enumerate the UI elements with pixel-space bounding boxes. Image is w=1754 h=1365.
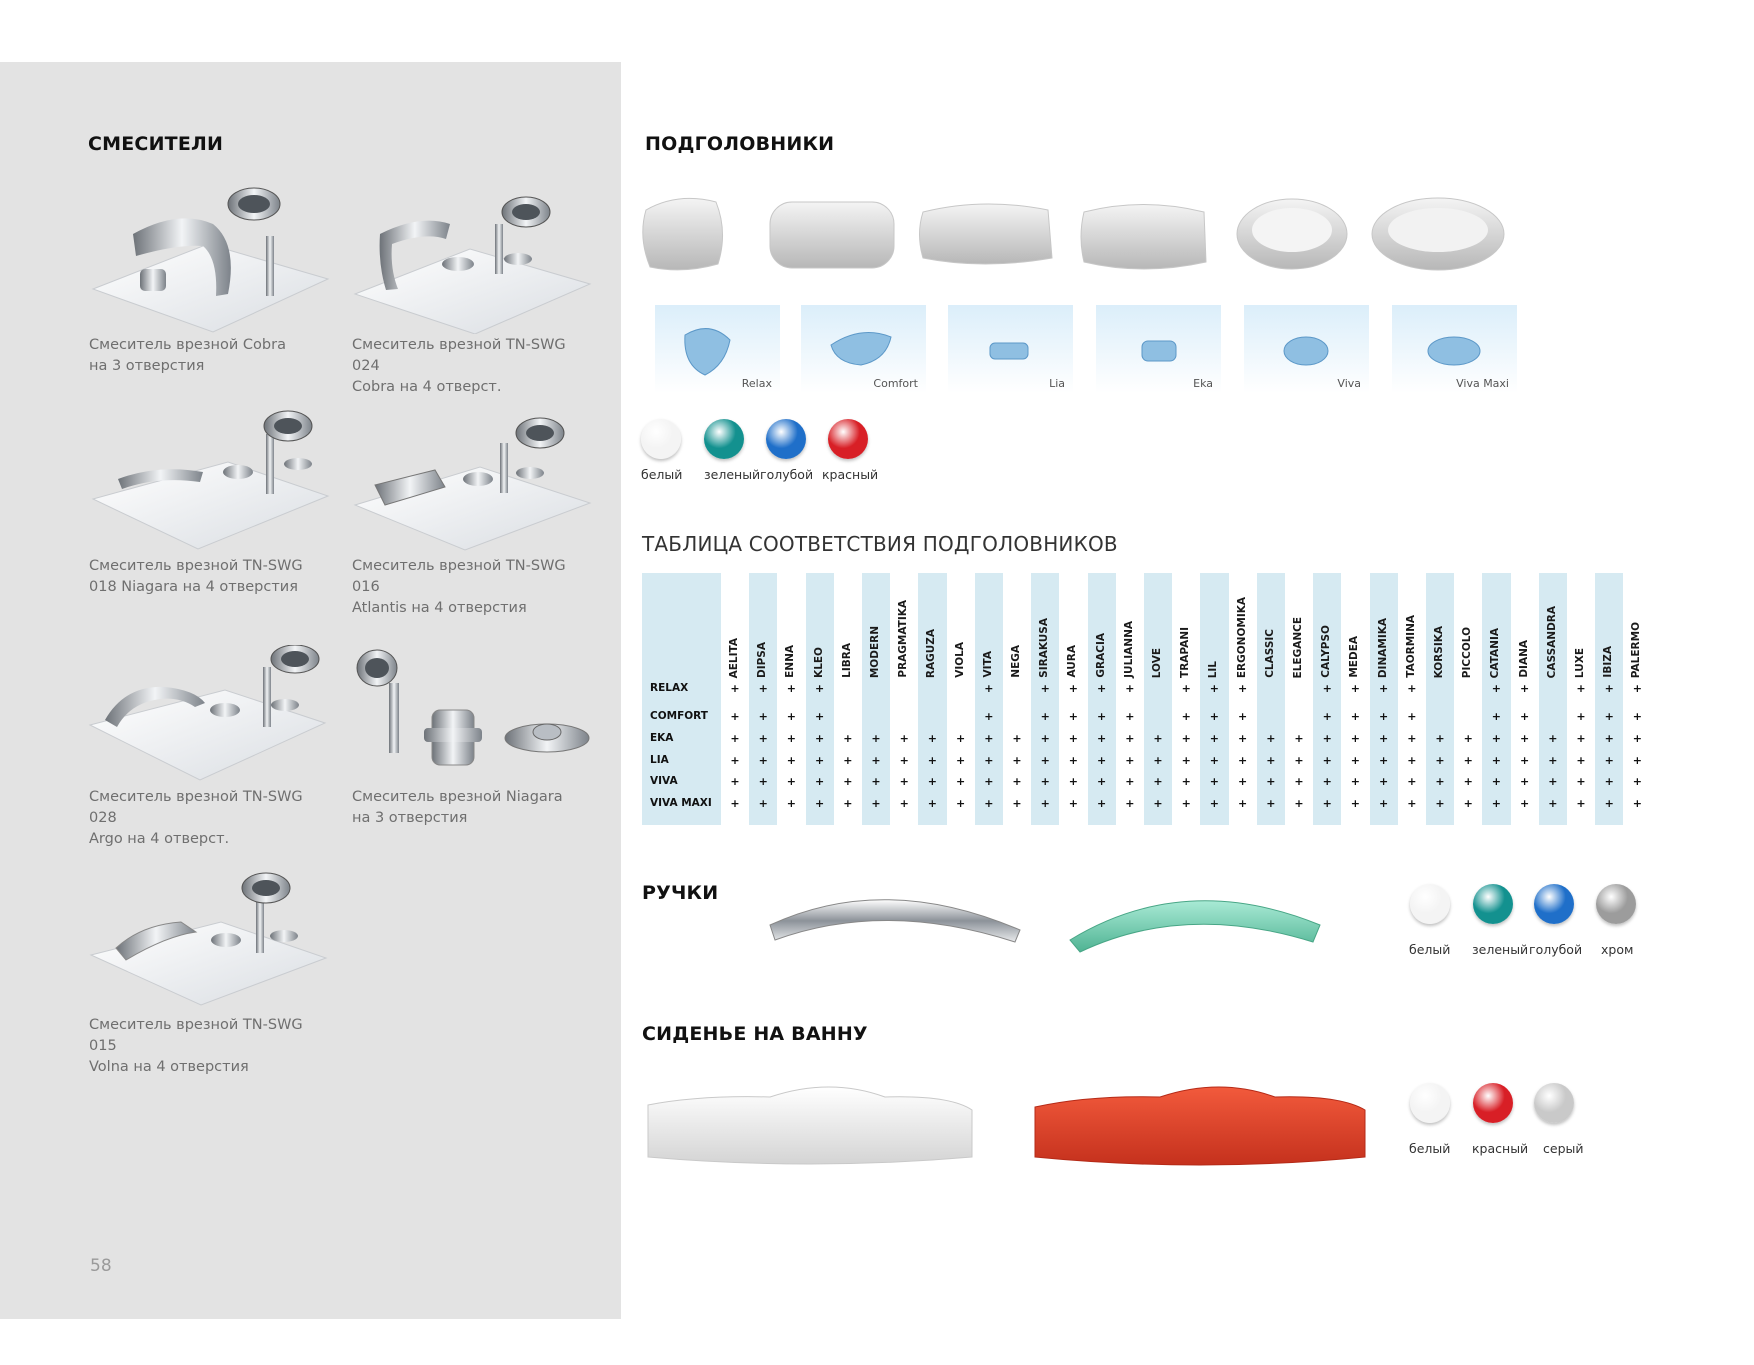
compat-mark: + (1209, 797, 1219, 810)
compat-mark: + (1153, 732, 1163, 745)
mixer-caption: Смеситель врезной TN-SWG 028 Argo на 4 отверст. (89, 789, 303, 847)
compat-mark: + (814, 797, 825, 810)
mixer-image (350, 194, 595, 334)
column-header: DINAMIKA (1376, 617, 1389, 678)
compat-mark: + (871, 797, 881, 810)
compat-mark: + (1294, 732, 1304, 745)
compat-mark: + (1350, 797, 1360, 810)
compat-mark: + (1407, 754, 1417, 767)
compat-mark: + (899, 797, 909, 810)
compat-mark: + (1604, 775, 1614, 788)
compat-mark: + (984, 797, 994, 810)
compat-mark: + (1350, 754, 1360, 767)
mixer-caption: Смеситель врезной Niagara на 3 отверстия (352, 789, 563, 826)
column-header: AELITA (728, 637, 740, 678)
compat-mark: + (814, 682, 825, 695)
compat-mark: + (1435, 732, 1445, 745)
column-header: PRAGMATIKA (897, 600, 910, 678)
compat-mark: + (730, 682, 740, 695)
compat-mark: + (955, 754, 966, 767)
color-swatch (704, 419, 744, 459)
column-header: JULIANNA (1122, 621, 1135, 678)
compat-mark: + (1294, 754, 1304, 767)
compat-mark: + (927, 797, 937, 810)
column-header: NEGA (1010, 645, 1022, 678)
headrest-photo: Eka (1096, 305, 1221, 393)
headrests-title: ПОДГОЛОВНИКИ (645, 133, 835, 155)
color-swatch (1534, 1083, 1574, 1123)
compat-mark: + (1237, 710, 1248, 723)
compat-mark: + (1632, 710, 1642, 723)
compat-mark: + (1463, 732, 1473, 745)
compat-mark: + (1378, 732, 1389, 745)
compat-mark: + (1012, 775, 1022, 788)
seat-title: СИДЕНЬЕ НА ВАННУ (642, 1023, 868, 1045)
column-header: CATANIA (1489, 627, 1502, 678)
compat-mark: + (814, 710, 825, 723)
compat-mark: + (1378, 797, 1389, 810)
compat-mark: + (1125, 754, 1135, 767)
color-swatch (1410, 884, 1450, 924)
compat-mark: + (1632, 754, 1642, 767)
compat-mark: + (1181, 710, 1191, 723)
compat-mark: + (1407, 797, 1417, 810)
compat-mark: + (1209, 682, 1219, 695)
color-swatch (766, 419, 806, 459)
compat-mark: + (814, 732, 825, 745)
compat-mark: + (1519, 682, 1530, 695)
compat-mark: + (1266, 732, 1276, 745)
compat-mark: + (1435, 754, 1445, 767)
correspondence-table (642, 573, 1643, 825)
compat-mark: + (1153, 775, 1163, 788)
page-number: 58 (90, 1256, 112, 1276)
column-header: CALYPSO (1320, 625, 1333, 678)
color-swatch (828, 419, 868, 459)
compat-mark: + (1322, 775, 1332, 788)
column-header: ENNA (784, 645, 797, 678)
color-label: белый (641, 467, 683, 482)
compat-mark: + (1153, 797, 1163, 810)
compat-mark: + (730, 732, 740, 745)
compat-mark: + (1012, 754, 1022, 767)
row-label: VIVA (650, 775, 678, 787)
mixer-caption: Смеситель врезной TN-SWG 016 Atlantis на 4 отверстия (352, 558, 566, 616)
row-label: LIA (650, 754, 669, 766)
color-swatch (1473, 1083, 1513, 1123)
compat-mark: + (1407, 732, 1417, 745)
compat-mark: + (1519, 775, 1530, 788)
compat-mark: + (1378, 710, 1389, 723)
column-header: GRACIA (1094, 633, 1107, 678)
compat-mark: + (1237, 775, 1248, 788)
column-header: DIANA (1517, 640, 1530, 678)
compat-mark: + (843, 732, 853, 745)
color-label: голубой (760, 467, 814, 482)
compat-mark: + (1322, 754, 1332, 767)
compat-mark: + (871, 775, 881, 788)
compat-mark: + (1125, 797, 1135, 810)
compat-mark: + (1519, 797, 1530, 810)
compat-mark: + (1604, 797, 1614, 810)
compat-mark: + (899, 775, 909, 788)
compat-mark: + (1237, 797, 1248, 810)
compat-mark: + (899, 732, 909, 745)
mixer-caption: Смеситель врезной TN-SWG 018 Niagara на 4 отверстия (89, 558, 303, 595)
handle-products (765, 880, 1335, 955)
compat-mark: + (1435, 775, 1445, 788)
compat-mark: + (927, 754, 937, 767)
compat-mark: + (843, 775, 853, 788)
compat-mark: + (1068, 775, 1078, 788)
compat-mark: + (1096, 754, 1107, 767)
headrest-photo: Relax (655, 305, 780, 393)
compat-mark: + (1407, 682, 1417, 695)
compat-mark: + (1632, 732, 1642, 745)
compat-mark: + (1378, 682, 1389, 695)
compat-mark: + (1548, 797, 1558, 810)
compat-mark: + (1407, 775, 1417, 788)
compat-mark: + (1463, 797, 1473, 810)
compat-mark: + (758, 754, 768, 767)
column-header: IBIZA (1602, 646, 1615, 678)
compat-mark: + (1322, 682, 1332, 695)
headrest-photo: Viva Maxi (1392, 305, 1517, 393)
color-swatch (1410, 1083, 1450, 1123)
color-label: зеленый (1472, 942, 1529, 957)
compat-mark: + (1068, 682, 1078, 695)
mixer-image (86, 870, 331, 1010)
compat-mark: + (871, 732, 881, 745)
color-swatch (1534, 884, 1574, 924)
compat-mark: + (1125, 682, 1135, 695)
compat-mark: + (1209, 710, 1219, 723)
compat-mark: + (984, 710, 994, 723)
mixer-caption: Смеситель врезной TN-SWG 024 Cobra на 4 отверст. (352, 337, 566, 395)
compat-mark: + (758, 797, 768, 810)
compat-mark: + (1153, 754, 1163, 767)
compat-mark: + (1350, 682, 1360, 695)
column-header: LIL (1207, 660, 1220, 678)
row-label: COMFORT (650, 710, 708, 722)
column-header: CASSANDRA (1545, 605, 1558, 678)
compat-mark: + (1294, 775, 1304, 788)
column-header: MODERN (869, 625, 881, 678)
compat-mark: + (1548, 732, 1558, 745)
color-label: красный (822, 467, 879, 482)
headrest-photo: Comfort (801, 305, 926, 393)
compat-mark: + (814, 775, 825, 788)
compat-mark: + (786, 754, 796, 767)
column-header: LIBRA (840, 643, 853, 678)
compat-mark: + (1237, 754, 1248, 767)
color-label: зеленый (704, 467, 761, 482)
headrest-photo: Lia (948, 305, 1073, 393)
headrest-photo: Viva (1244, 305, 1369, 393)
compat-mark: + (758, 775, 768, 788)
compat-mark: + (1463, 754, 1473, 767)
compat-mark: + (1266, 754, 1276, 767)
column-header: LUXE (1574, 647, 1586, 678)
color-swatch (641, 419, 681, 459)
compat-mark: + (1632, 682, 1642, 695)
compat-mark: + (1491, 732, 1501, 745)
headrest-products (638, 192, 1518, 282)
mixers-title: СМЕСИТЕЛИ (88, 133, 224, 155)
seat-products (640, 1085, 1370, 1175)
column-header: LOVE (1151, 647, 1163, 678)
column-header: AURA (1066, 645, 1079, 678)
compat-mark: + (1181, 682, 1191, 695)
compat-mark: + (843, 754, 853, 767)
compat-mark: + (1378, 775, 1389, 788)
compat-mark: + (1435, 797, 1445, 810)
compat-mark: + (1576, 682, 1586, 695)
color-label: красный (1472, 1141, 1529, 1156)
column-header: CLASSIC (1263, 629, 1276, 678)
compat-mark: + (1040, 775, 1050, 788)
column-header: KLEO (812, 647, 825, 678)
compat-mark: + (1491, 775, 1501, 788)
compat-mark: + (1576, 754, 1586, 767)
mixer-caption: Смеситель врезной Cobra на 3 отверстия (89, 337, 286, 374)
compat-mark: + (843, 797, 853, 810)
compat-mark: + (786, 710, 796, 723)
compat-mark: + (1040, 710, 1050, 723)
compat-mark: + (899, 754, 909, 767)
compat-mark: + (786, 797, 796, 810)
mixer-image (88, 184, 333, 334)
compat-mark: + (1040, 797, 1050, 810)
compat-mark: + (1068, 797, 1078, 810)
compat-mark: + (730, 775, 740, 788)
compat-mark: + (1266, 775, 1276, 788)
compat-mark: + (1209, 732, 1219, 745)
column-header: PALERMO (1630, 621, 1643, 678)
compat-mark: + (814, 754, 825, 767)
compat-mark: + (1012, 732, 1022, 745)
mixer-image (352, 648, 592, 778)
compat-mark: + (758, 682, 768, 695)
mixer-image (350, 415, 595, 555)
compat-mark: + (758, 710, 768, 723)
compat-mark: + (1491, 797, 1501, 810)
compat-mark: + (1519, 732, 1530, 745)
compat-mark: + (1548, 754, 1558, 767)
table-title: ТАБЛИЦА СООТВЕТСТВИЯ ПОДГОЛОВНИКОВ (642, 532, 1118, 556)
color-label: белый (1409, 1141, 1451, 1156)
compat-mark: + (1632, 797, 1642, 810)
column-header: ELEGANCE (1292, 616, 1304, 678)
compat-mark: + (1350, 732, 1360, 745)
compat-mark: + (984, 754, 994, 767)
column-header: TAORMINA (1404, 615, 1417, 678)
compat-mark: + (1322, 732, 1332, 745)
compat-mark: + (1322, 710, 1332, 723)
compat-mark: + (1209, 775, 1219, 788)
compat-mark: + (1491, 710, 1501, 723)
compat-mark: + (758, 732, 768, 745)
color-label: серый (1543, 1141, 1584, 1156)
column-header: SIRAKUSA (1038, 618, 1051, 678)
color-swatch (1473, 884, 1513, 924)
compat-mark: + (1322, 797, 1332, 810)
compat-mark: + (1378, 754, 1389, 767)
compat-mark: + (927, 732, 937, 745)
compat-mark: + (1125, 710, 1135, 723)
compat-mark: + (1181, 732, 1191, 745)
compat-mark: + (1096, 710, 1107, 723)
compat-mark: + (1350, 710, 1360, 723)
compat-mark: + (1548, 775, 1558, 788)
compat-mark: + (1096, 775, 1107, 788)
compat-mark: + (1209, 754, 1219, 767)
compat-mark: + (1407, 710, 1417, 723)
compat-mark: + (1181, 754, 1191, 767)
compat-mark: + (1237, 732, 1248, 745)
compat-mark: + (1491, 754, 1501, 767)
compat-mark: + (730, 710, 740, 723)
compat-mark: + (1040, 754, 1050, 767)
compat-mark: + (955, 732, 966, 745)
column-header: VITA (981, 651, 994, 678)
compat-mark: + (1125, 775, 1135, 788)
mixer-image (85, 645, 330, 785)
compat-mark: + (1604, 682, 1614, 695)
column-header: PICCOLO (1461, 626, 1474, 678)
compat-mark: + (1576, 732, 1586, 745)
compat-mark: + (1632, 775, 1642, 788)
compat-mark: + (1012, 797, 1022, 810)
compat-mark: + (1125, 732, 1135, 745)
compat-mark: + (1463, 775, 1473, 788)
compat-mark: + (1237, 682, 1248, 695)
compat-mark: + (1068, 710, 1078, 723)
compat-mark: + (984, 682, 994, 695)
compat-mark: + (730, 797, 740, 810)
row-label: EKA (650, 732, 674, 744)
compat-mark: + (871, 754, 881, 767)
mixer-caption: Смеситель врезной TN-SWG 015 Volna на 4 отверстия (89, 1017, 303, 1075)
compat-mark: + (1068, 732, 1078, 745)
compat-mark: + (1519, 754, 1530, 767)
column-header: MEDEA (1348, 636, 1361, 678)
compat-mark: + (1294, 797, 1304, 810)
compat-mark: + (1096, 732, 1107, 745)
compat-mark: + (1604, 710, 1614, 723)
compat-mark: + (955, 775, 966, 788)
mixer-image (88, 404, 333, 554)
compat-mark: + (786, 775, 796, 788)
compat-mark: + (1181, 775, 1191, 788)
compat-mark: + (1604, 754, 1614, 767)
compat-mark: + (1576, 775, 1586, 788)
compat-mark: + (927, 775, 937, 788)
compat-mark: + (955, 797, 966, 810)
compat-mark: + (1519, 710, 1530, 723)
compat-mark: + (1350, 775, 1360, 788)
column-header: DIPSA (756, 641, 769, 678)
compat-mark: + (786, 732, 796, 745)
compat-mark: + (1068, 754, 1078, 767)
compat-mark: + (730, 754, 740, 767)
handles-title: РУЧКИ (642, 882, 719, 904)
compat-mark: + (1604, 732, 1614, 745)
compat-mark: + (1491, 682, 1501, 695)
compat-mark: + (1181, 797, 1191, 810)
column-header: RAGUZA (925, 628, 938, 678)
compat-mark: + (1096, 797, 1107, 810)
compat-mark: + (984, 732, 994, 745)
compat-mark: + (786, 682, 796, 695)
column-header: TRAPANI (1179, 627, 1192, 678)
column-header: ERGONOMIKA (1235, 596, 1248, 678)
compat-mark: + (1096, 682, 1107, 695)
compat-mark: + (1576, 710, 1586, 723)
row-label: VIVA MAXI (650, 797, 712, 809)
color-label: голубой (1529, 942, 1583, 957)
color-label: хром (1601, 942, 1634, 957)
compat-mark: + (1040, 682, 1050, 695)
column-header: VIOLA (953, 642, 966, 678)
compat-mark: + (1576, 797, 1586, 810)
column-header: KORSIKA (1433, 625, 1445, 678)
color-swatch (1596, 884, 1636, 924)
row-label: RELAX (650, 682, 689, 694)
color-label: белый (1409, 942, 1451, 957)
row-label-column (642, 573, 721, 825)
compat-mark: + (1040, 732, 1050, 745)
compat-mark: + (984, 775, 994, 788)
compat-mark: + (1266, 797, 1276, 810)
